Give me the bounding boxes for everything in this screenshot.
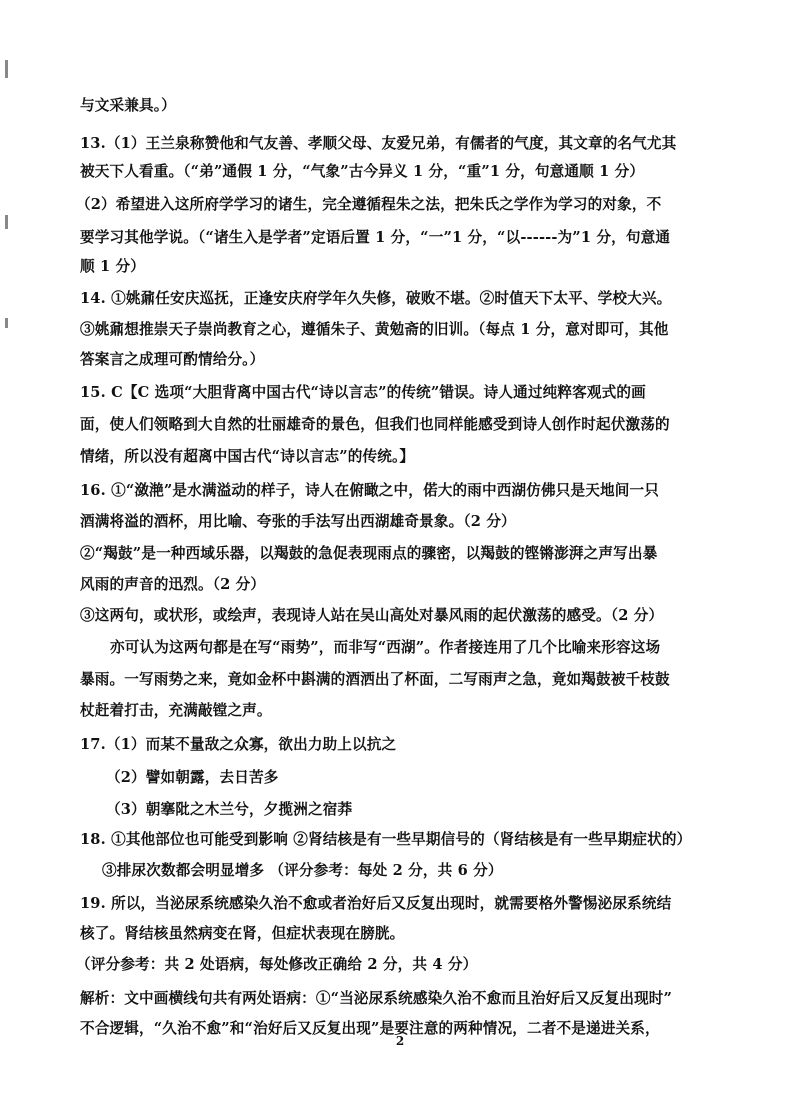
scan-edge-mark: [5, 215, 8, 229]
scan-edge-mark: [5, 60, 8, 78]
text-line: 不合逻辑，“久治不愈”和“治好后又反复出现”是要注意的两种情况，二者不是递进关系，: [80, 1020, 660, 1037]
text-line: （评分参考：共 2 处语病，每处修改正确给 2 分，共 4 分）: [76, 956, 478, 973]
text-line: 13.（1）王兰泉称赞他和气友善、孝顺父母、友爱兄弟，有儒者的气度，其文章的名气尤其: [80, 135, 677, 152]
text-line: 18. ①其他部位也可能受到影响 ②肾结核是有一些早期信号的（肾结核是有一些早期症状的）: [80, 831, 692, 848]
text-line: 顺 1 分）: [80, 258, 145, 275]
text-line: 情绪，所以没有超离中国古代“诗以言志”的传统。】: [80, 448, 415, 465]
text-line: 要学习其他学说。（“诸生入是学者”定语后置 1 分，“一”1 分，“以------为”1 分，句意通: [80, 229, 671, 246]
text-line: 解析：文中画横线句共有两处语病：①“当泌尿系统感染久治不愈而且治好后又反复出现时”: [80, 990, 673, 1007]
page-number: 2: [395, 1034, 405, 1048]
text-line: 与文采兼具。）: [80, 97, 176, 114]
text-line: ③这两句，或状形，或绘声，表现诗人站在吴山高处对暴风雨的起伏激荡的感受。（2 分）: [80, 607, 664, 624]
text-line: （2）譬如朝露，去日苦多: [106, 769, 279, 786]
text-line: 亦可认为这两句都是在写“雨势”，而非写“西湖”。作者接连用了几个比喻来形容这场: [110, 639, 661, 656]
text-line: 19. 所以，当泌尿系统感染久治不愈或者治好后又反复出现时，就需要格外警惕泌尿系统结: [80, 895, 672, 912]
text-line: （3）朝搴阰之木兰兮，夕揽洲之宿莽: [106, 801, 353, 818]
text-line: 暴雨。一写雨势之来，竟如金杯中斟满的酒洒出了杯面，二写雨声之急，竟如羯鼓被千枝鼓: [80, 671, 670, 688]
text-line: 17.（1）而某不量敌之众寡，欲出力助上以抗之: [80, 736, 397, 753]
text-line: 16. ①“潋滟”是水满溢动的样子，诗人在俯瞰之中，偌大的雨中西湖仿佛只是天地间一只: [80, 482, 659, 499]
text-line: ③排尿次数都会明显增多 （评分参考：每处 2 分，共 6 分）: [102, 862, 503, 879]
text-line: 被天下人看重。（“弟”通假 1 分，“气象”古今异义 1 分，“重”1 分，句意通顺 1 分）: [80, 163, 645, 180]
text-line: 15. C【C 选项“大胆背离中国古代“诗以言志”的传统”错误。诗人通过纯粹客观式的画: [80, 384, 646, 401]
scan-edge-mark: [5, 318, 8, 328]
text-line: 杖赶着打击，充满敲镗之声。: [80, 702, 272, 719]
text-line: 风雨的声音的迅烈。（2 分）: [80, 576, 266, 593]
text-line: 酒满将溢的酒杯，用比喻、夸张的手法写出西湖雄奇景象。（2 分）: [80, 513, 516, 530]
text-line: 答案言之成理可酌情给分。）: [80, 351, 265, 368]
text-line: 面，使人们领略到大自然的壮丽雄奇的景色，但我们也同样能感受到诗人创作时起伏激荡的: [80, 416, 670, 433]
text-line: ②“羯鼓”是一种西域乐器，以羯鼓的急促表现雨点的骤密，以羯鼓的铿锵澎湃之声写出暴: [80, 545, 658, 562]
text-line: ③姚鼐想推崇天子崇尚教育之心，遵循朱子、黄勉斋的旧训。（每点 1 分，意对即可，其他: [80, 321, 669, 338]
text-line: 核了。肾结核虽然病变在肾，但症状表现在膀胱。: [80, 925, 405, 942]
text-line: 14. ①姚鼐任安庆巡抚，正逢安庆府学年久失修，破败不堪。②时值天下太平、学校大兴。: [80, 290, 672, 307]
text-line: （2）希望进入这所府学学习的诸生，完全遵循程朱之法，把朱氏之学作为学习的对象，不: [76, 196, 662, 213]
